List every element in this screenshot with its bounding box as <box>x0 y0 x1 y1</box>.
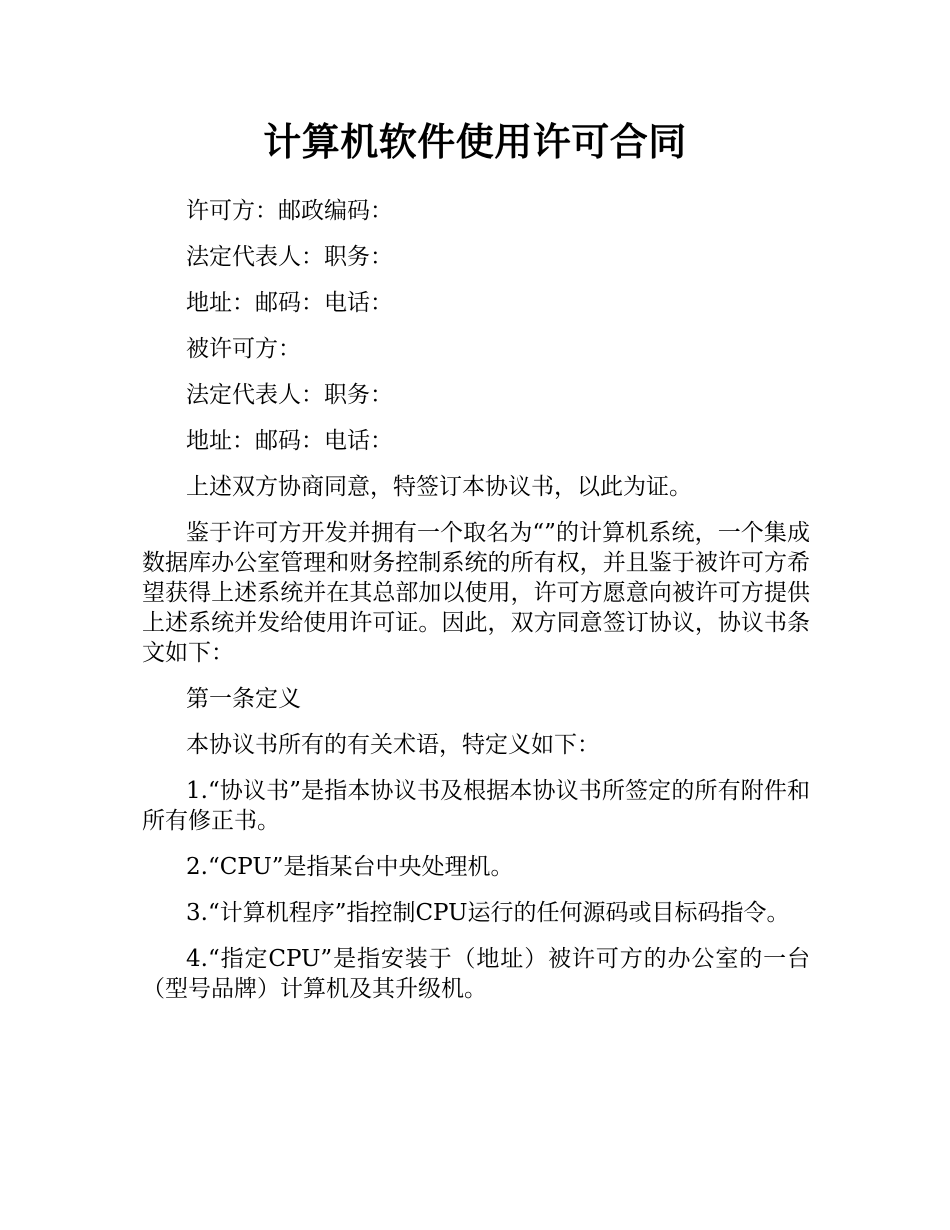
licensee-line: 被许可方： <box>186 336 301 362</box>
licensor-representative-line: 法定代表人：职务： <box>186 244 393 270</box>
article-1-heading: 第一条定义 <box>186 686 301 712</box>
agreement-statement: 上述双方协商同意，特签订本协议书，以此为证。 <box>186 474 692 500</box>
definition-item-1: 1.“协议书”是指本协议书及根据本协议书所签定的所有附件和所有修正书。 <box>142 778 810 834</box>
definitions-intro: 本协议书所有的有关术语，特定义如下： <box>186 732 600 758</box>
licensee-address-line: 地址：邮码：电话： <box>186 428 393 454</box>
document-body <box>142 196 810 1020</box>
document-title: 计算机软件使用许可合同 <box>263 120 687 164</box>
preamble-paragraph: 鉴于许可方开发并拥有一个取名为“”的计算机系统，一个集成数据库办公室管理和财务控制系统的所有权，并且鉴于被许可方希望获得上述系统并在其总部加以使用，许可方愿意向被许可方提供上述系统并发给使用许可证。因此，双方同意签订协议，协议书条文如下： <box>142 520 810 666</box>
licensor-line: 许可方：邮政编码： <box>186 198 393 224</box>
definition-item-3: 3.“计算机程序”指控制CPU运行的任何源码或目标码指令。 <box>186 900 790 926</box>
licensor-address-line: 地址：邮码：电话： <box>186 290 393 316</box>
licensee-representative-line: 法定代表人：职务： <box>186 382 393 408</box>
definition-item-2: 2.“CPU”是指某台中央处理机。 <box>186 854 514 880</box>
definition-item-4: 4.“指定CPU”是指安装于（地址）被许可方的办公室的一台（型号品牌）计算机及其升级机。 <box>142 946 810 1002</box>
